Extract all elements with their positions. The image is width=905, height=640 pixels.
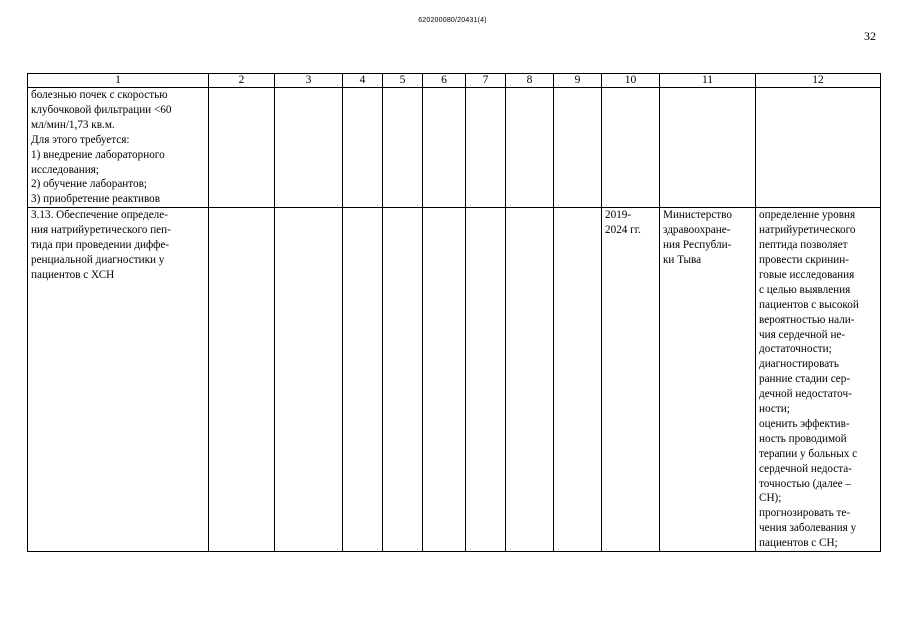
result-cell (756, 88, 881, 208)
column-number: 6 (423, 74, 466, 88)
empty-cell (343, 88, 383, 208)
empty-cell (343, 208, 383, 552)
empty-cell (423, 208, 466, 552)
measure-description: болезнью почек с скоростью клубочковой фильтрации <60 мл/мин/1,73 кв.м. Для этого требуется: 1) внедрение лабораторного исследования; 2) обучение лаборантов; 3) приобретение реактивов (28, 88, 209, 208)
empty-cell (209, 208, 275, 552)
measure-description: 3.13. Обеспечение определе- ния натрийуретического пеп- тида при проведении диффе- ренциальной диагностики у пациентов с ХСН (28, 208, 209, 552)
column-number: 2 (209, 74, 275, 88)
empty-cell (423, 88, 466, 208)
empty-cell (383, 88, 423, 208)
column-number: 9 (554, 74, 602, 88)
column-number: 11 (660, 74, 756, 88)
column-number: 4 (343, 74, 383, 88)
column-number-row (28, 74, 881, 88)
empty-cell (275, 88, 343, 208)
period-cell (602, 88, 660, 208)
empty-cell (506, 88, 554, 208)
column-number: 1 (28, 74, 209, 88)
measures-table (27, 73, 881, 552)
empty-cell (554, 208, 602, 552)
column-number: 3 (275, 74, 343, 88)
empty-cell (506, 208, 554, 552)
page-number: 32 (864, 29, 876, 43)
empty-cell (466, 208, 506, 552)
column-number: 10 (602, 74, 660, 88)
responsible-cell (660, 88, 756, 208)
empty-cell (209, 88, 275, 208)
column-number: 5 (383, 74, 423, 88)
result-cell: определение уровня натрийуретического пептида позволяет провести скринин- говые исследования с целью выявления пациентов с высокой вероятностью нали- чия сердечной не- достаточности; диагностировать ранние стадии сер- дечной недостаточ- ности; оценить эффектив- ность проводимой терапии у больных с сердечной недоста- точностью (далее – СН); прогнозировать те- чения заболевания у пациентов с СН; (756, 208, 881, 552)
empty-cell (383, 208, 423, 552)
document-id: 620200080/20431(4) (418, 17, 487, 24)
responsible-cell: Министерство здравоохране- ния Республи- ки Тыва (660, 208, 756, 552)
column-number: 8 (506, 74, 554, 88)
table-row (28, 88, 881, 208)
table-row (28, 208, 881, 552)
empty-cell (275, 208, 343, 552)
column-number: 12 (756, 74, 881, 88)
period-cell: 2019- 2024 гг. (602, 208, 660, 552)
column-number: 7 (466, 74, 506, 88)
empty-cell (554, 88, 602, 208)
empty-cell (466, 88, 506, 208)
